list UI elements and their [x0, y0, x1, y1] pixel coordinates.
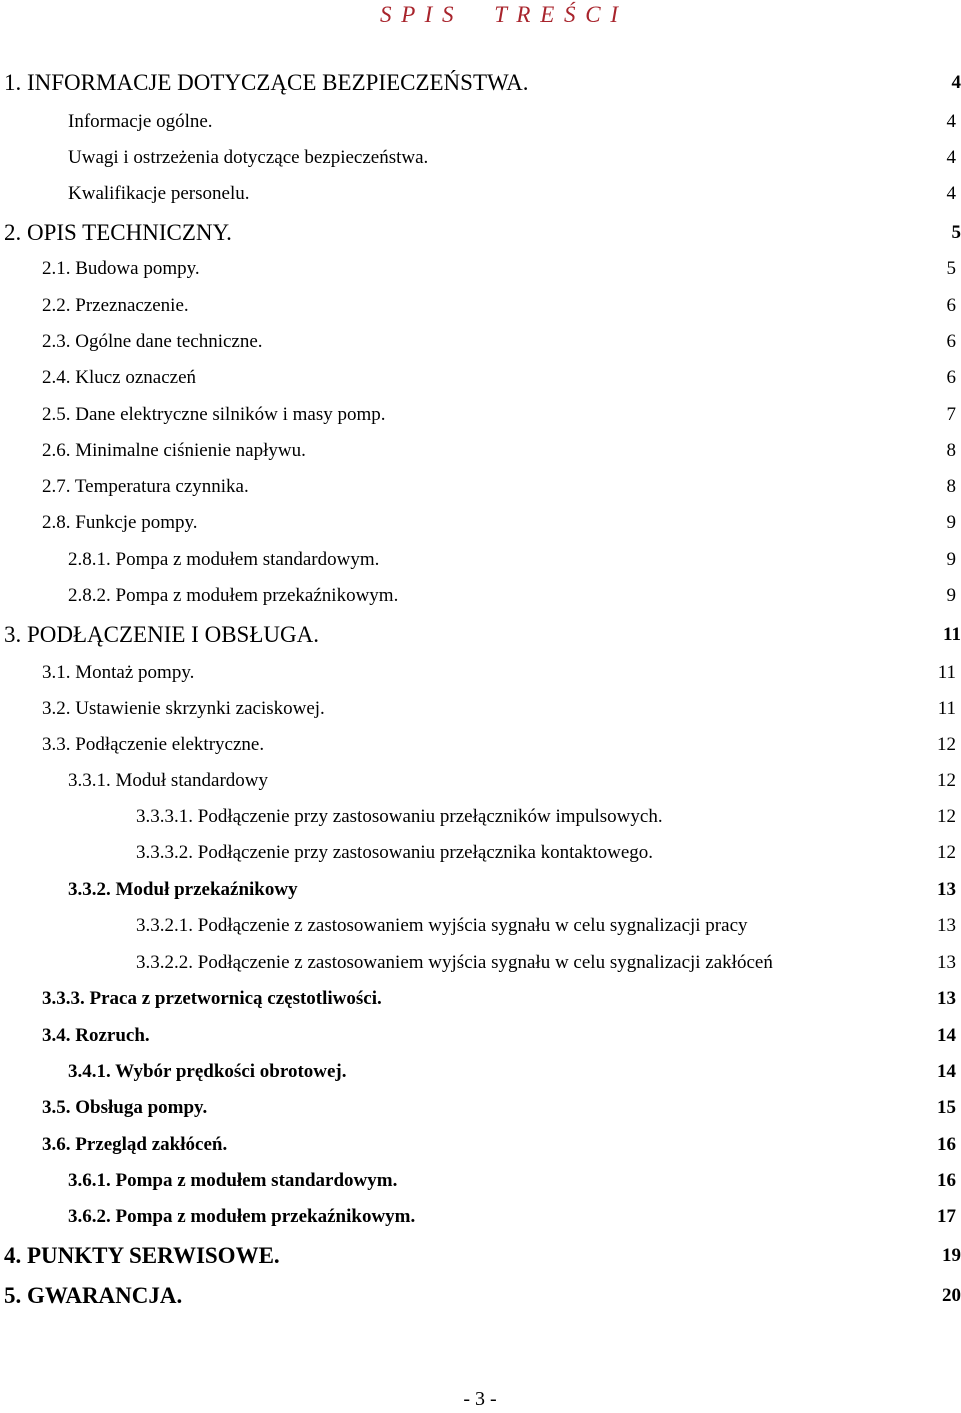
toc-entry-page: 9	[946, 549, 956, 570]
toc-entry-page: 19	[942, 1245, 961, 1266]
toc-entry-title: 3.3.3. Praca z przetwornicą częstotliwości.	[42, 988, 382, 1009]
toc-entry[interactable]	[0, 1093, 960, 1123]
toc-entry[interactable]	[0, 948, 960, 978]
toc-entry-page: 20	[942, 1285, 961, 1306]
toc-entry[interactable]	[0, 508, 960, 538]
toc-entry-title: 3.3.1. Moduł standardowy	[68, 770, 269, 791]
toc-entry[interactable]	[0, 107, 960, 137]
toc-entry-title: 2. OPIS TECHNICZNY.	[4, 220, 232, 245]
toc-entry-title: 3.3.2.2. Podłączenie z zastosowaniem wyjścia sygnału w celu sygnalizacji zakłóceń	[136, 952, 773, 973]
toc-entry-page: 6	[946, 295, 956, 316]
toc-entry[interactable]	[0, 1021, 960, 1051]
toc-entry[interactable]	[0, 911, 960, 941]
toc-entry-title: 3.6.2. Pompa z modułem przekaźnikowym.	[68, 1206, 416, 1227]
toc-entry-page: 12	[937, 734, 956, 755]
toc-entry-title: 2.8. Funkcje pompy.	[42, 512, 198, 533]
toc-entry-page: 15	[937, 1097, 956, 1118]
toc-entry-page: 13	[937, 915, 956, 936]
toc-entry-title: 4. PUNKTY SERWISOWE.	[4, 1243, 280, 1268]
toc-entry-title: 3.3. Podłączenie elektryczne.	[42, 734, 265, 755]
toc-entry[interactable]	[0, 620, 960, 650]
page-number: - 3 -	[463, 1388, 497, 1410]
toc-entry[interactable]	[0, 1130, 960, 1160]
toc-entry-title: 3.3.2.1. Podłączenie z zastosowaniem wyjścia sygnału w celu sygnalizacji pracy	[136, 915, 748, 936]
toc-entry-page: 11	[937, 698, 956, 719]
toc-entry-title: 3.4.1. Wybór prędkości obrotowej.	[68, 1061, 347, 1082]
toc-entry-page: 14	[937, 1025, 956, 1046]
toc-entry-title: 3.6.1. Pompa z modułem standardowym.	[68, 1170, 398, 1191]
toc-entry-title: 2.2. Przeznaczenie.	[42, 295, 189, 316]
toc-entry-page: 16	[937, 1170, 956, 1191]
toc-entry-page: 7	[946, 404, 956, 425]
toc-entry-title: Kwalifikacje personelu.	[68, 183, 250, 204]
toc-entry-page: 11	[937, 662, 956, 683]
toc-entry-title: 3.4. Rozruch.	[42, 1025, 150, 1046]
toc-entry[interactable]	[0, 1057, 960, 1087]
toc-entry[interactable]	[0, 875, 960, 905]
toc-entry-title: 2.1. Budowa pompy.	[42, 258, 200, 279]
toc-entry-page: 4	[946, 183, 956, 204]
toc-entry[interactable]	[0, 730, 960, 760]
toc-entry[interactable]	[0, 802, 960, 832]
toc-entry[interactable]	[0, 694, 960, 724]
toc-entry-title: 3.1. Montaż pompy.	[42, 662, 195, 683]
toc-entry-page: 14	[937, 1061, 956, 1082]
toc-entry[interactable]	[0, 68, 960, 98]
toc-entry-title: 2.8.2. Pompa z modułem przekaźnikowym.	[68, 585, 399, 606]
toc-entry-title: 1. INFORMACJE DOTYCZĄCE BEZPIECZEŃSTWA.	[4, 70, 529, 95]
toc-entry[interactable]	[0, 766, 960, 796]
toc-entry-page: 4	[946, 147, 956, 168]
toc-entry-title: 2.4. Klucz oznaczeń	[42, 367, 197, 388]
toc-entry-page: 12	[937, 806, 956, 827]
toc-entry[interactable]	[0, 1281, 960, 1311]
toc-entry-page: 12	[937, 770, 956, 791]
toc-entry-page: 13	[937, 952, 956, 973]
toc-entry[interactable]	[0, 545, 960, 575]
toc-entry-page: 6	[946, 331, 956, 352]
toc-entry-page: 5	[951, 222, 961, 243]
toc-entry[interactable]	[0, 984, 960, 1014]
toc-entry[interactable]	[0, 472, 960, 502]
toc-entry[interactable]	[0, 143, 960, 173]
toc-entry-page: 9	[946, 585, 956, 606]
toc-entry-page: 13	[937, 988, 956, 1009]
toc-entry[interactable]	[0, 1202, 960, 1232]
toc-entry-page: 13	[937, 879, 956, 900]
toc-entry[interactable]	[0, 1241, 960, 1271]
toc-entry-page: 12	[937, 842, 956, 863]
toc-entry[interactable]	[0, 327, 960, 357]
toc-entry[interactable]	[0, 363, 960, 393]
toc-entry-title: 5. GWARANCJA.	[4, 1283, 183, 1308]
toc-entry-page: 16	[937, 1134, 956, 1155]
toc-entry-title: 2.6. Minimalne ciśnienie napływu.	[42, 440, 306, 461]
toc-entry[interactable]	[0, 218, 960, 248]
toc-entry-title: 3.5. Obsługa pompy.	[42, 1097, 208, 1118]
toc-entry-page: 4	[946, 111, 956, 132]
toc-entry[interactable]	[0, 291, 960, 321]
toc-entry-page: 17	[937, 1206, 956, 1227]
toc-entry-title: 3.3.3.1. Podłączenie przy zastosowaniu przełączników impulsowych.	[136, 806, 663, 827]
toc-entry[interactable]	[0, 254, 960, 284]
toc-entry-title: Uwagi i ostrzeżenia dotyczące bezpieczeństwa.	[68, 147, 429, 168]
toc-entry-title: 3.6. Przegląd zakłóceń.	[42, 1134, 228, 1155]
toc-entry-page: 5	[946, 258, 956, 279]
toc-entry[interactable]	[0, 838, 960, 868]
toc-entry-title: Informacje ogólne.	[68, 111, 213, 132]
toc-entry-title: 3.2. Ustawienie skrzynki zaciskowej.	[42, 698, 325, 719]
toc-entry[interactable]	[0, 179, 960, 209]
toc-entry-title: 3.3.3.2. Podłączenie przy zastosowaniu przełącznika kontaktowego.	[136, 842, 654, 863]
toc-entry-page: 4	[951, 72, 961, 93]
toc-entry-title: 2.3. Ogólne dane techniczne.	[42, 331, 263, 352]
toc-entry-page: 11	[943, 624, 961, 645]
toc-entry[interactable]	[0, 436, 960, 466]
toc-entry[interactable]	[0, 1166, 960, 1196]
toc-entry[interactable]	[0, 581, 960, 611]
toc-entry-page: 8	[946, 440, 956, 461]
toc-entry-page: 8	[946, 476, 956, 497]
toc-entry-title: 3.3.2. Moduł przekaźnikowy	[68, 879, 298, 900]
page-title: S P I S T R E Ś C I	[379, 2, 621, 27]
toc-entry-title: 2.8.1. Pompa z modułem standardowym.	[68, 549, 380, 570]
toc-entry-title: 2.7. Temperatura czynnika.	[42, 476, 249, 497]
toc-entry[interactable]	[0, 400, 960, 430]
toc-entry-page: 6	[946, 367, 956, 388]
toc-entry-page: 9	[946, 512, 956, 533]
toc-entry-title: 2.5. Dane elektryczne silników i masy pomp.	[42, 404, 386, 425]
toc-entry[interactable]	[0, 658, 960, 688]
toc-entry-title: 3. PODŁĄCZENIE I OBSŁUGA.	[4, 622, 319, 647]
